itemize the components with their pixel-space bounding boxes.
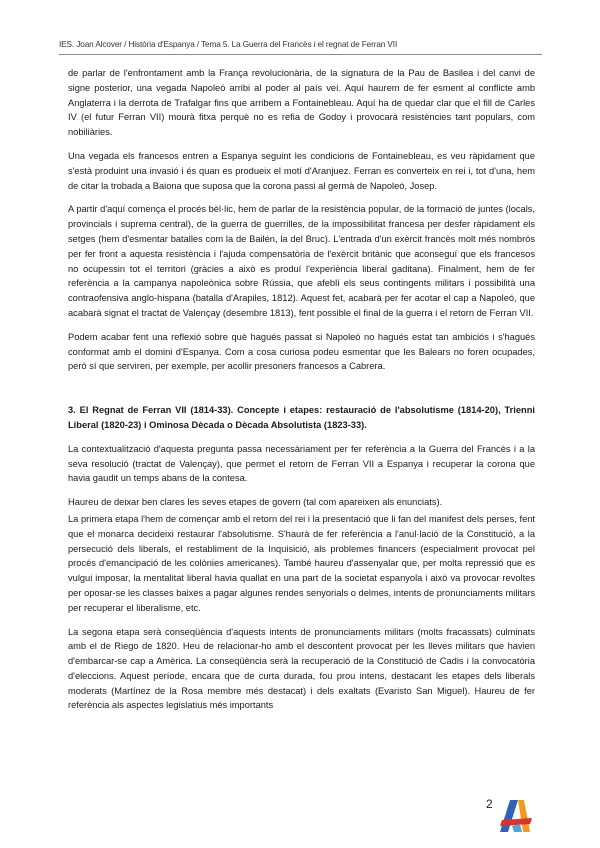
paragraph: La primera etapa l'hem de començar amb el retorn del rei i la presentació que li fan del manifest dels perses, fent que el monarca decideixi restaurar l'absolutisme. S'haurà de fer referència a l'anul·lació de la Constitució, a la persecució dels liberals, el restabliment de la Inquisició, als problemes financers (especialment provocat pel procés d'emancipació de les colònies americanes). També haureu d'assenyalar que, per molta repressió que es vulgui imposar, la mentalitat liberal havia quallat en una part de la societat espanyola i això va provocar revoltes per oposar-se les classes baixes a pagar algunes rendes senyorials o delmes, intents de pronunciaments militars per recuperar el liberalisme, etc. xyxy=(68,513,535,613)
school-logo-icon xyxy=(496,798,536,834)
running-header: IES. Joan Alcover / Història d'Espanya / Tema 5. La Guerra del Francès i el regnat de Ferran VII xyxy=(59,40,398,49)
header-rule xyxy=(59,54,542,55)
paragraph: La segona etapa serà conseqüència d'aquests intents de pronunciaments militars (molts fracassats) culminats amb el de Riego de 1820. Heu de relacionar-ho amb el descontent provocat per les lleves militars que havien d'embarcar-se cap a Amèrica. La conseqüència serà la recuperació de la Constitució de Cadis i la convocatòria d'eleccions. Aquest període, encara que de curta durada, fou prou intens, destacant les etapes dels liberals moderats (Martínez de la Rosa membre més destacat) i dels exaltats (Evaristo San Miguel). Haureu de fer referència als aspectes legislatius més importants xyxy=(68,626,535,711)
paragraph: Una vegada els francesos entren a Espanya seguint les condicions de Fontainebleau, es veu ràpidament que s'està produint una invasió i és quan es produeix el motí d'Aranjuez. Ferran es converteix en rei i, tot d'una, hem de citar la trobada a Baiona que suposa que la corona passi al germà de Napoleó, Josep. xyxy=(68,150,535,191)
logo-triangle-lightblue xyxy=(512,824,522,832)
page-number: 2 xyxy=(486,797,493,811)
paragraph: A partir d'aquí comença el procés bèl·lic, hem de parlar de la resistència popular, de la formació de juntes (locals, provincials i suprema central), de la guerra de guerrilles, de la impossibilitat francesa per desfer ràpidament els setges (hem d'esmentar batalles com la de Bailén, la del Bruc). L'entrada d'un exèrcit francès molt més nombrós per fer front a aquesta resistència i l'ajuda compensatòria de l'exèrcit britànic que aconseguí que els francesos no ocupessin tot el territori (gràcies a això es produí l'experiència liberal gaditana). Finalment, hem de fer referència a la campanya napoleònica sobre Rússia, que afeblí els seus contingents militars i possibilità una contraofensiva anglo-hispana (batalla d'Arapiles, 1812). Aquest fet, acabarà per fer acotar el cap a Napoleó, que acabarà signat el tractat de Valençay (desembre 1813), fent possible el final de la guerra i el retorn de Ferran VII. xyxy=(68,204,535,318)
paragraph: La contextualització d'aquesta pregunta passa necessàriament per fer referència a la Guerra del Francès i a la seva resolució (tractat de Valençay), que permet el retorn de Ferran VII a Espanya i recuperar la corona que havia gaudit un temps abans de la contesa. xyxy=(68,443,535,484)
paragraph: Podem acabar fent una reflexió sobre què hagués passat si Napoleó no hagués estat tan ambiciós i s'hagués conformat amb el domini d'Espanya. Com a cosa curiosa podeu esmentar que les Balears no foren ocupades, però sí que serviren, per exemple, per acollir presoners francesos a Cabrera. xyxy=(68,331,535,372)
paragraph: de parlar de l'enfrontament amb la França revolucionària, de la signatura de la Pau de Basilea i del canvi de signe posterior, una vegada Napoleó arribi al poder al país veí. Aquí haurem de fer esment al conflicte amb Anglaterra i la derrota de Trafalgar fins que arribem a Fontainebleau. Aquí ha de quedar clar que el fill de Carles IV (el futur Ferran VII) mourà fitxa perquè no es refia de Godoy i provocarà resistències tant populars, com nobiliàries. xyxy=(68,68,535,138)
document-body xyxy=(68,66,535,722)
section-heading: 3. El Regnat de Ferran VII (1814-33). Concepte i etapes: restauració de l'absolutisme (1814-20), Trienni Liberal (1820-23) i Ominosa Dècada o Dècada Absolutista (1823-33). xyxy=(68,405,535,430)
paragraph: Haureu de deixar ben clares les seves etapes de govern (tal com apareixen als enunciats). xyxy=(68,497,443,508)
